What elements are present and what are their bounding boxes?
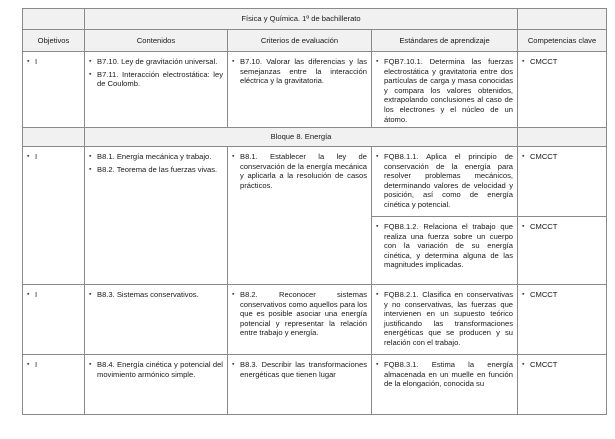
column-header-row [23,30,607,52]
bullet-icon: ▪ [89,361,92,368]
title-blank-cell [23,9,85,30]
criterio-cell [228,285,372,355]
contenido-text: B8.4. Energía cinética y potencial del movimiento armónico simple. [97,360,223,379]
column-header-competencias: Competencias clave [518,30,607,52]
column-header-estandares: Estándares de aprendizaje [372,30,518,52]
bullet-icon: ▪ [522,291,525,298]
table-row [23,355,607,415]
estandar-text: FQB8.2.1. Clasifica en conservativas y no conservativas, las fuerzas que intervienen en un supuesto teórico justificando las transformaciones energéticas que se producen y su relación con el trabajo. [384,290,514,347]
estandar-cell [372,52,518,128]
competencia-text: CMCCT [530,360,558,369]
objetivo-text: I [35,360,38,369]
bullet-icon: ▪ [522,361,525,368]
objetivo-cell [23,285,85,355]
bullet-icon: ▪ [376,153,379,160]
criterio-cell [228,52,372,128]
column-header-contenidos: Contenidos [85,30,228,52]
contenido-text: B7.10. Ley de gravitación universal. [97,57,218,66]
estandar-text: FQB7.10.1. Determina las fuerzas electrostática y gravitatoria entre dos partículas de carga y masa conocidas y compara los valores obtenidos, extrapolando conclusiones al caso de los electrones y el núcleo de un átomo. [384,57,514,124]
estandar-text: FQB8.1.1. Aplica el principio de conservación de la energía para resolver problemas mecánicos, determinando valores de velocidad y posición, así como de energía cinética y potencial. [384,152,514,209]
estandar-cell [372,355,518,415]
title-blank-cell-right [518,9,607,30]
estandar-text: FQB8.1.2. Relaciona el trabajo que realiza una fuerza sobre un cuerpo con la variación de su energía cinética, y determina alguna de las magnitudes implicadas. [384,222,514,270]
objetivo-cell [23,147,85,285]
bullet-icon: ▪ [27,291,30,298]
bullet-icon: ▪ [89,153,92,160]
bullet-icon: ▪ [376,223,379,230]
bullet-icon: ▪ [27,361,30,368]
bloque-blank-cell [23,128,85,147]
bullet-icon: ▪ [522,58,525,65]
objetivo-text: I [35,57,38,66]
criterio-cell [228,355,372,415]
competencia-cell [518,52,607,128]
bullet-icon: ▪ [522,223,525,230]
estandar-cell [372,147,518,285]
table-row [23,147,607,285]
estandar-text: FQB8.3.1. Estima la energía almacenada en un muelle en función de la elongación, conocida su [384,360,514,389]
bloque-row [23,128,607,147]
bloque-title: Bloque 8. Energía [85,128,518,147]
criterio-text: B7.10. Valorar las diferencias y las semejanzas entre la interacción eléctrica y la gravitatoria. [240,57,367,86]
objetivo-cell [23,52,85,128]
contenidos-cell [85,285,228,355]
contenidos-cell [85,355,228,415]
bullet-icon: ▪ [376,58,379,65]
criterio-cell [228,147,372,285]
column-header-criterios: Criterios de evaluación [228,30,372,52]
curriculum-table [22,8,607,415]
table-row [23,52,607,128]
criterio-text: B8.1. Establecer la ley de conservación de la energía mecánica y aplicarla a la resolución de casos prácticos. [240,152,367,190]
competencia-cell [518,355,607,415]
objetivo-cell [23,355,85,415]
criterio-text: B8.3. Describir las transformaciones energéticas que tienen lugar [240,360,367,379]
contenido-text: B8.2. Teorema de las fuerzas vivas. [97,164,218,174]
bullet-icon: ▪ [232,361,235,368]
criterio-text: B8.2. Reconocer sistemas conservativos como aquellos para los que es posible asociar una energía potencial y representar la relación entre trabajo y energía. [240,290,367,338]
column-header-objetivos: Objetivos [23,30,85,52]
estandar-cell [372,285,518,355]
competencia-text: CMCCT [530,152,558,161]
bullet-icon: ▪ [89,58,92,65]
bullet-icon: ▪ [522,153,525,160]
bullet-icon: ▪ [232,58,235,65]
objetivo-text: I [35,152,38,161]
table-title-row [23,9,607,30]
bullet-icon: ▪ [232,153,235,160]
competencia-cell [518,285,607,355]
bullet-icon: ▪ [232,291,235,298]
bloque-blank-cell-right [518,128,607,147]
bullet-icon: ▪ [27,58,30,65]
objetivo-text: I [35,290,38,299]
contenidos-cell [85,52,228,128]
bullet-icon: ▪ [27,153,30,160]
bullet-icon: ▪ [376,361,379,368]
contenido-text: B8.1. Energía mecánica y trabajo. [97,152,212,161]
table-title: Física y Química. 1º de bachillerato [85,9,518,30]
bullet-icon: ▪ [376,291,379,298]
contenido-text: B8.3. Sistemas conservativos. [97,290,199,299]
contenidos-cell [85,147,228,285]
bullet-icon: ▪ [89,70,92,78]
competencia-text: CMCCT [530,290,558,299]
bullet-icon: ▪ [89,165,92,173]
competencia-text: CMCCT [530,57,558,66]
competencia-text: CMCCT [530,222,558,231]
bullet-icon: ▪ [89,291,92,298]
competencia-cell [518,147,607,285]
table-row [23,285,607,355]
contenido-text: B7.11. Interacción electrostática: ley de Coulomb. [97,69,223,89]
